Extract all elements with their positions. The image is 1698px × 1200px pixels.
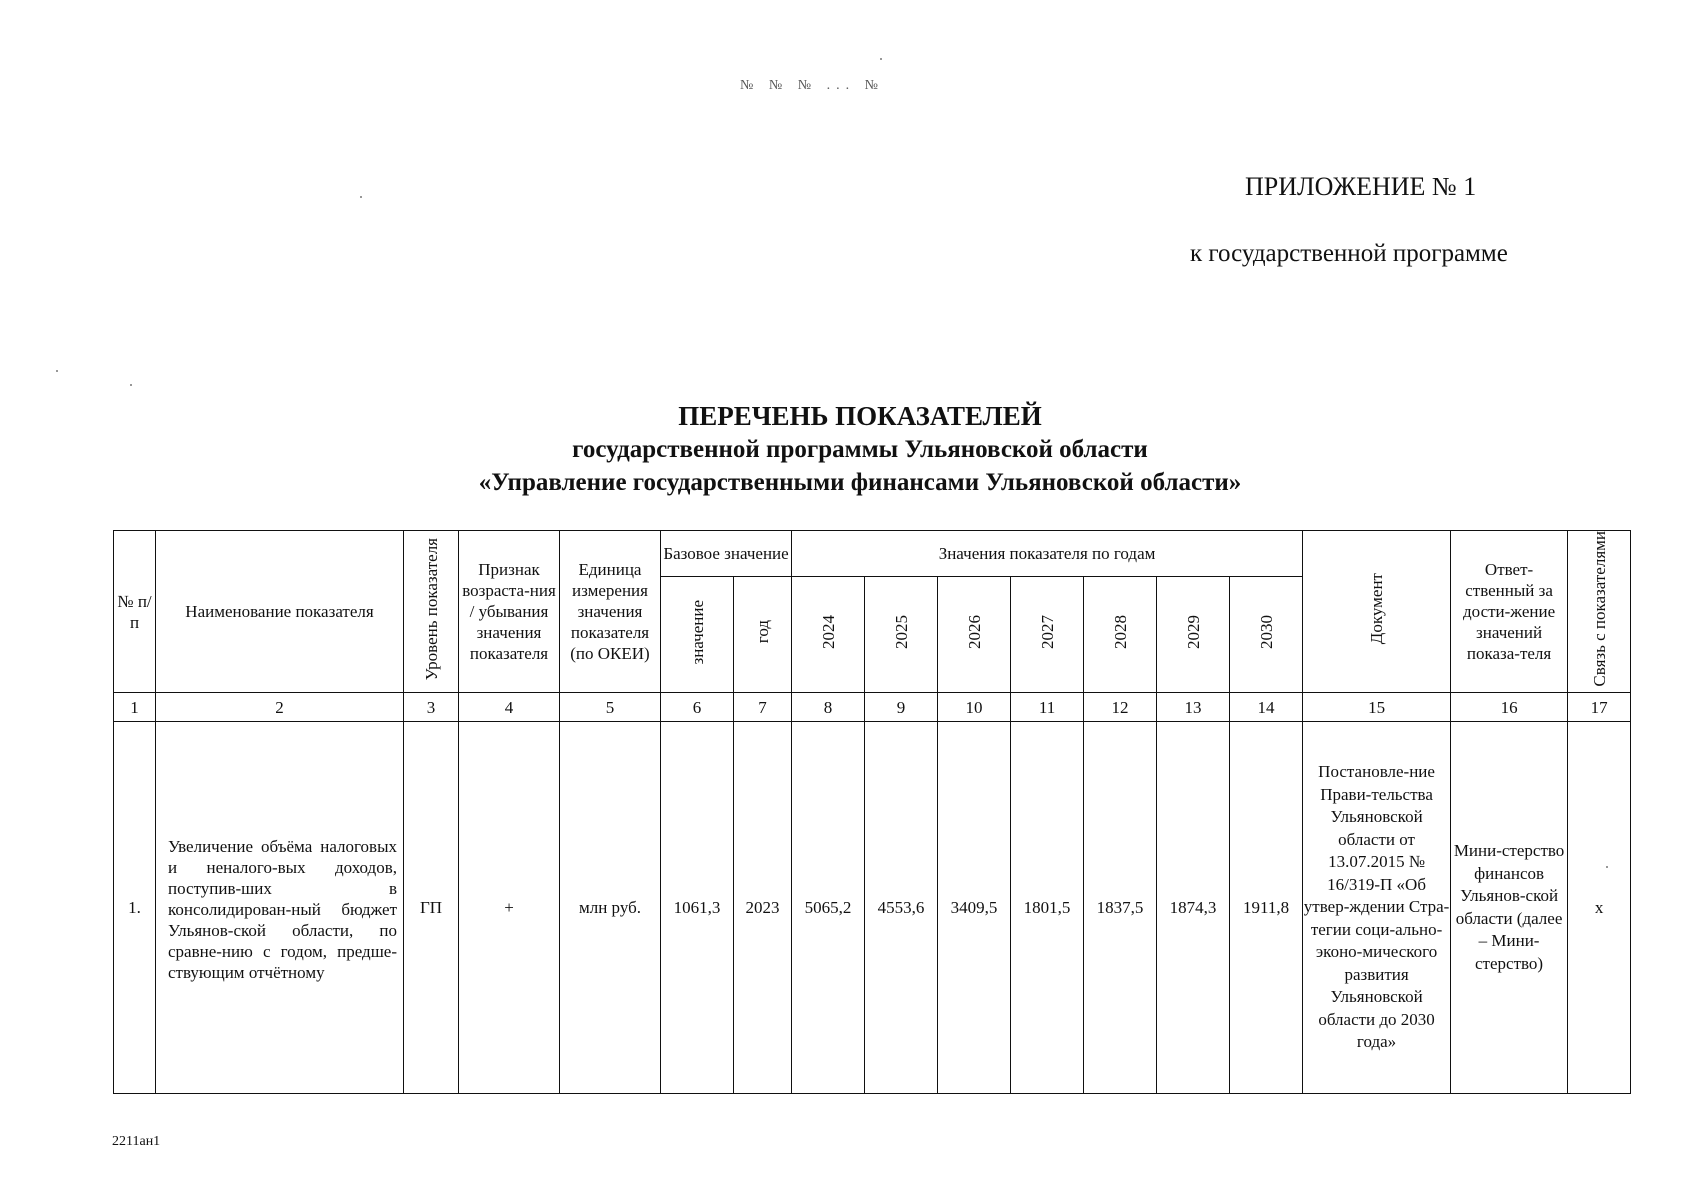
column-number: 3 bbox=[404, 693, 459, 722]
header-link: Связь с показателями bbox=[1568, 531, 1631, 693]
row-value-2029: 1874,3 bbox=[1157, 722, 1230, 1094]
row-num: 1. bbox=[114, 722, 156, 1094]
row-value-2027: 1801,5 bbox=[1011, 722, 1084, 1094]
header-values-by-year: Значения показателя по годам bbox=[792, 531, 1303, 577]
appendix-title: ПРИЛОЖЕНИЕ № 1 bbox=[1245, 172, 1477, 201]
column-number: 11 bbox=[1011, 693, 1084, 722]
header-year: 2024 bbox=[792, 577, 865, 693]
footer-code: 2211ан1 bbox=[112, 1134, 161, 1149]
header-base: Базовое значение bbox=[661, 531, 792, 577]
header-responsible: Ответ-ственный за дости-жение значений показа-теля bbox=[1451, 531, 1568, 693]
registration-stamp: № № № ... № bbox=[740, 78, 884, 93]
appendix-subtitle: к государственной программе bbox=[1190, 240, 1508, 267]
header-base-value: значение bbox=[661, 577, 734, 693]
row-document: Постановле-ние Прави-тельства Ульяновской области от 13.07.2015 № 16/319-П «Об утвер-ждении Стра-тегии соци-ально-эконо-мического развития Ульяновской области до 2030 года» bbox=[1303, 722, 1451, 1094]
row-base-year: 2023 bbox=[734, 722, 792, 1094]
scan-speck bbox=[360, 196, 362, 198]
table-row bbox=[114, 722, 1631, 1094]
column-number: 4 bbox=[459, 693, 560, 722]
header-year: 2027 bbox=[1011, 577, 1084, 693]
column-number: 17 bbox=[1568, 693, 1631, 722]
row-unit: млн руб. bbox=[560, 722, 661, 1094]
row-value-2026: 3409,5 bbox=[938, 722, 1011, 1094]
header-year: 2029 bbox=[1157, 577, 1230, 693]
row-sign: + bbox=[459, 722, 560, 1094]
scan-speck bbox=[1606, 866, 1608, 868]
column-number: 9 bbox=[865, 693, 938, 722]
row-value-2030: 1911,8 bbox=[1230, 722, 1303, 1094]
row-value-2028: 1837,5 bbox=[1084, 722, 1157, 1094]
header-year: 2026 bbox=[938, 577, 1011, 693]
column-number: 7 bbox=[734, 693, 792, 722]
header-base-year: год bbox=[734, 577, 792, 693]
header-year: 2030 bbox=[1230, 577, 1303, 693]
header-year: 2028 bbox=[1084, 577, 1157, 693]
column-number: 8 bbox=[792, 693, 865, 722]
column-number: 12 bbox=[1084, 693, 1157, 722]
column-number: 2 bbox=[156, 693, 404, 722]
header-num: № п/п bbox=[114, 531, 156, 693]
row-base-value: 1061,3 bbox=[661, 722, 734, 1094]
column-number: 6 bbox=[661, 693, 734, 722]
scan-speck bbox=[880, 58, 882, 60]
column-number: 15 bbox=[1303, 693, 1451, 722]
row-indicator-name: Увеличение объёма налоговых и неналого-вых доходов, поступив-ших в консолидирован-ный бюджет Ульянов-ской области, по сравне-нию с годом, предше-ствующим отчётному bbox=[156, 722, 404, 1094]
header-level: Уровень показателя bbox=[404, 531, 459, 693]
row-value-2025: 4553,6 bbox=[865, 722, 938, 1094]
heading-line-1: ПЕРЕЧЕНЬ ПОКАЗАТЕЛЕЙ bbox=[678, 401, 1042, 431]
row-responsible: Мини-стерство финансов Ульянов-ской области (далее – Мини-стерство) bbox=[1451, 722, 1568, 1094]
column-number: 13 bbox=[1157, 693, 1230, 722]
heading-line-3: «Управление государственными финансами Ульяновской области» bbox=[478, 469, 1242, 496]
scan-speck bbox=[130, 384, 132, 386]
header-row-1 bbox=[114, 531, 1631, 577]
column-number: 10 bbox=[938, 693, 1011, 722]
header-unit: Единица измерения значения показателя (по ОКЕИ) bbox=[560, 531, 661, 693]
heading-line-2: государственной программы Ульяновской области bbox=[572, 436, 1148, 463]
scan-speck bbox=[56, 370, 58, 372]
indicators-table bbox=[113, 530, 1631, 1094]
header-document: Документ bbox=[1303, 531, 1451, 693]
column-number: 14 bbox=[1230, 693, 1303, 722]
header-name: Наименование показателя bbox=[156, 531, 404, 693]
column-number-row bbox=[114, 693, 1631, 722]
column-number: 16 bbox=[1451, 693, 1568, 722]
header-year: 2025 bbox=[865, 577, 938, 693]
document-heading bbox=[0, 400, 1698, 499]
row-value-2024: 5065,2 bbox=[792, 722, 865, 1094]
column-number: 1 bbox=[114, 693, 156, 722]
row-link: х bbox=[1568, 722, 1631, 1094]
header-sign: Признак возраста-ния / убывания значения показателя bbox=[459, 531, 560, 693]
row-level: ГП bbox=[404, 722, 459, 1094]
column-number: 5 bbox=[560, 693, 661, 722]
